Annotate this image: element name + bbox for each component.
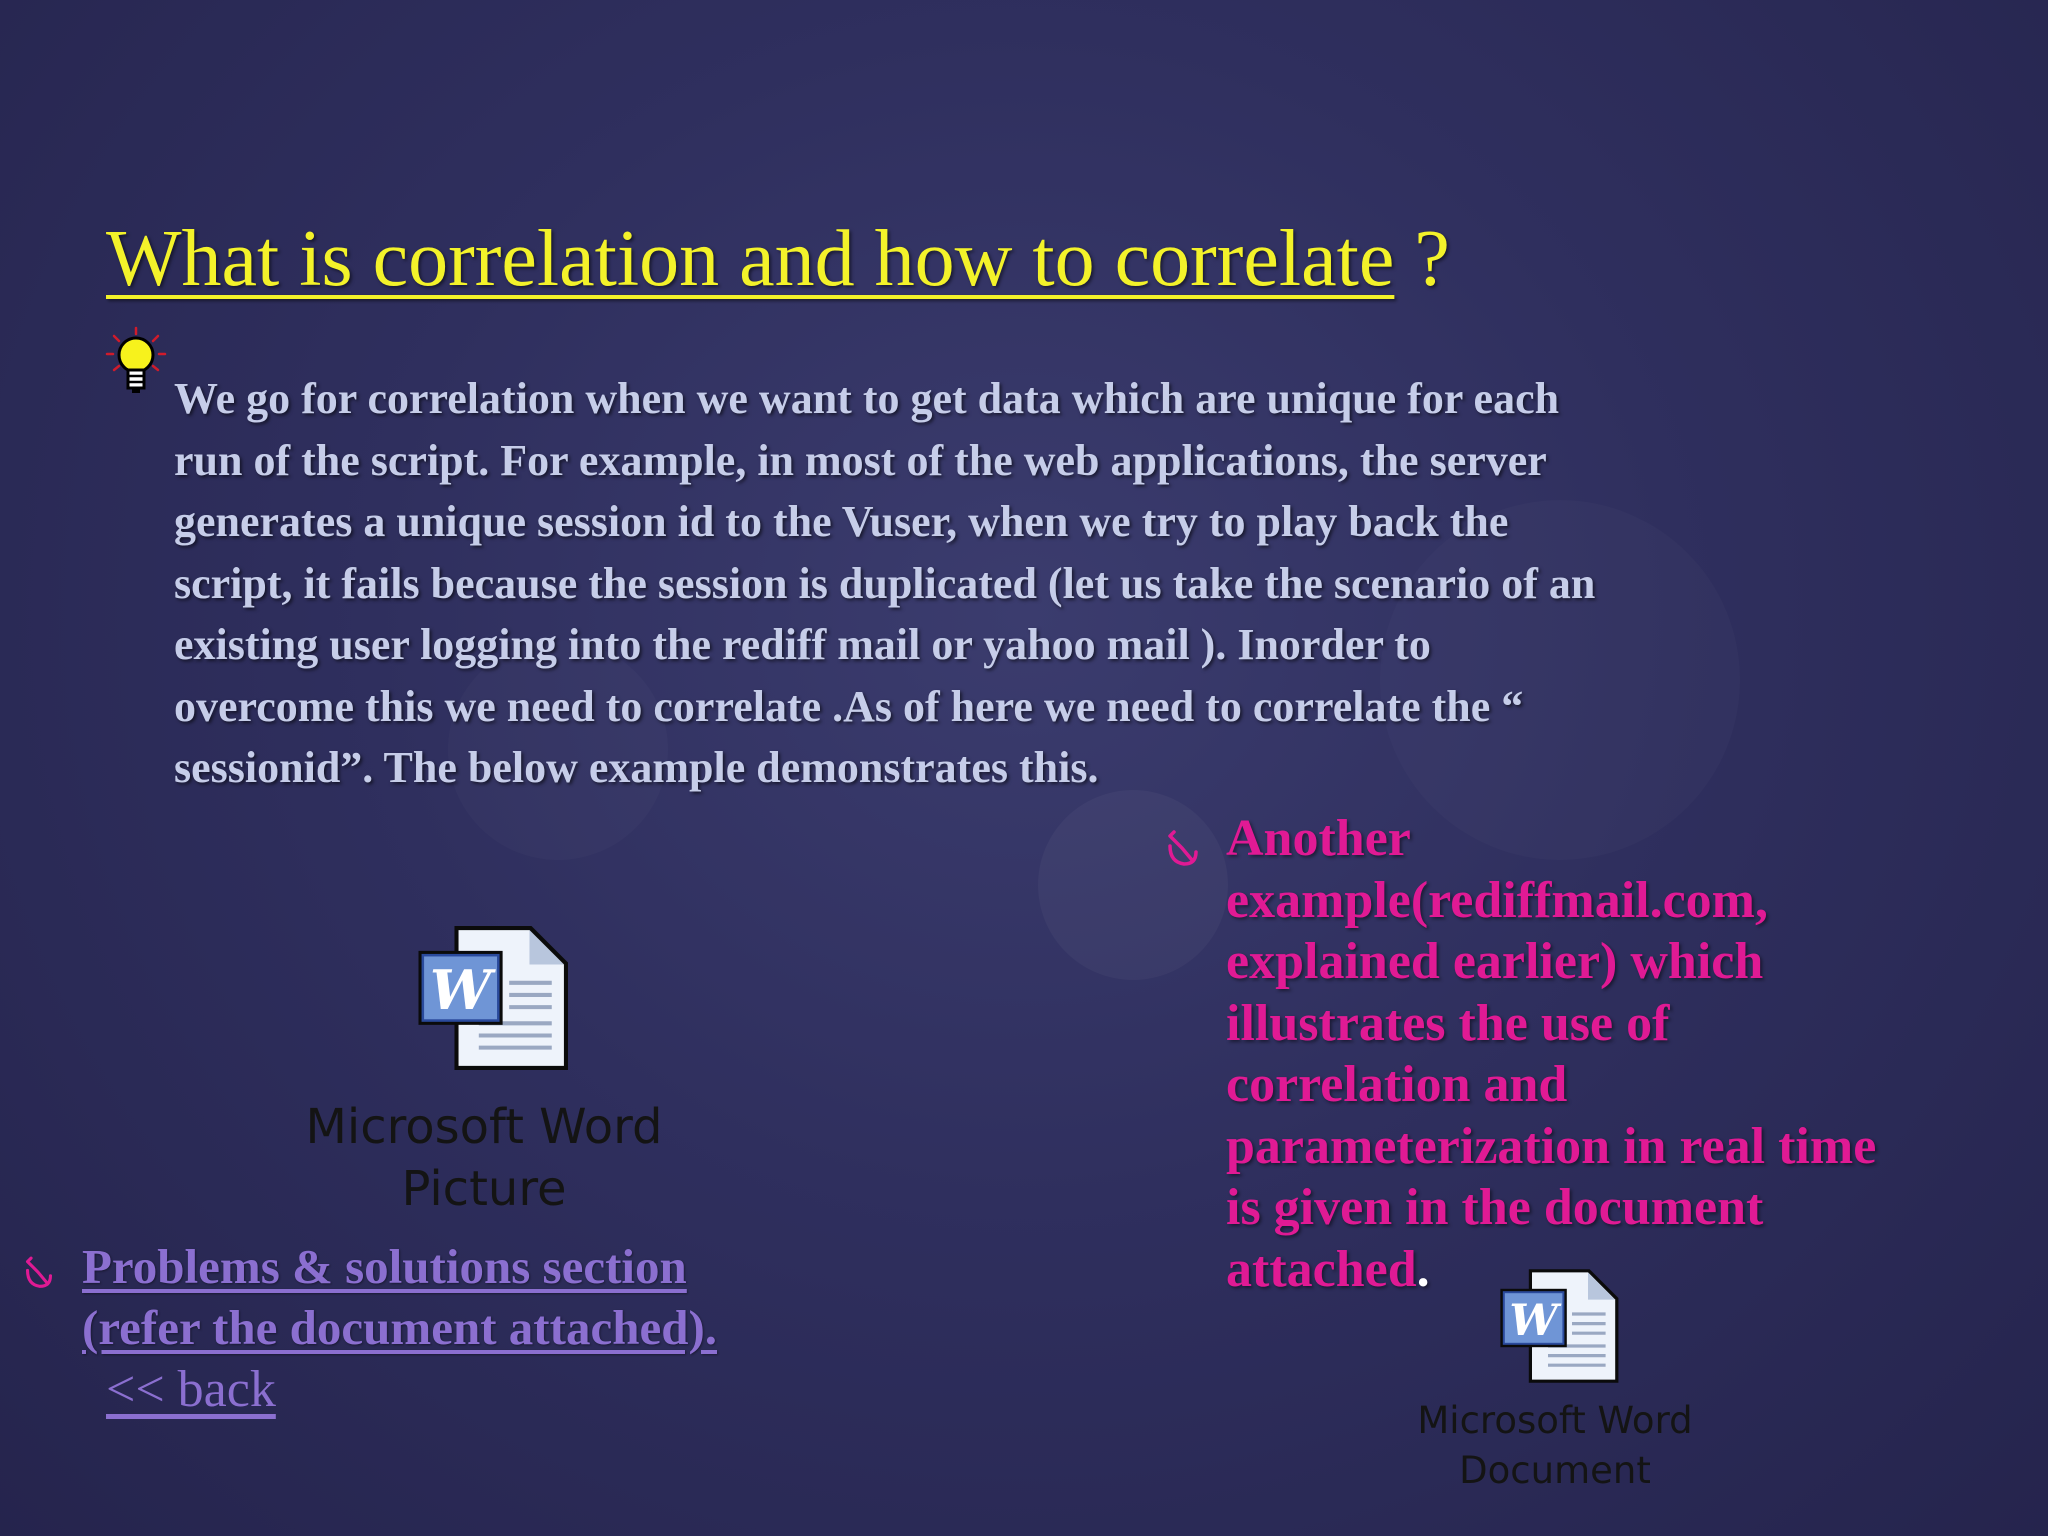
lightbulb-icon [104, 326, 168, 396]
body-line: sessionid”. The below example demonstrates this. [174, 743, 1099, 792]
word-document-label: Microsoft Word Document [1417, 1399, 1693, 1492]
another-example-text: Another example(rediffmail.com, explained earlier) which illustrates the use of correlation and parameterization in real time is given in the document attached. [1226, 810, 1877, 1298]
slide-title [106, 214, 1450, 305]
body-line: script, it fails because the session is duplicated (let us take the scenario of an [174, 558, 1596, 608]
problems-solutions-link[interactable]: Problems & solutions section (refer the document attached). [82, 1239, 718, 1355]
body-paragraph [174, 368, 1894, 799]
body-line: We go for correlation when we want to get data which are unique for each [174, 374, 1560, 423]
slide-title-suffix: ? [1394, 215, 1450, 303]
word-document-attachment-icon[interactable] [1500, 1266, 1620, 1386]
back-link[interactable]: << back [106, 1361, 276, 1418]
checkmark-bullet-icon [24, 1256, 54, 1292]
body-line: run of the script. For example, in most of the web applications, the server [174, 435, 1547, 485]
checkmark-bullet-icon [1166, 830, 1200, 870]
body-line: generates a unique session id to the Vuser, when we try to play back the [174, 497, 1509, 546]
decorative-bubble [1038, 790, 1228, 980]
body-line: existing user logging into the rediff mail or yahoo mail ). Inorder to [174, 620, 1431, 669]
word-picture-label: Microsoft Word Picture [305, 1099, 663, 1217]
word-picture-attachment-icon[interactable] [418, 922, 570, 1074]
svg-text:W: W [1509, 1294, 1558, 1346]
slide-title-text: What is correlation and how to correlate [106, 215, 1395, 303]
svg-text:W: W [429, 958, 492, 1023]
period-text: . [1416, 1240, 1430, 1298]
body-line: overcome this we need to correlate .As of here we need to correlate the “ [174, 681, 1524, 731]
